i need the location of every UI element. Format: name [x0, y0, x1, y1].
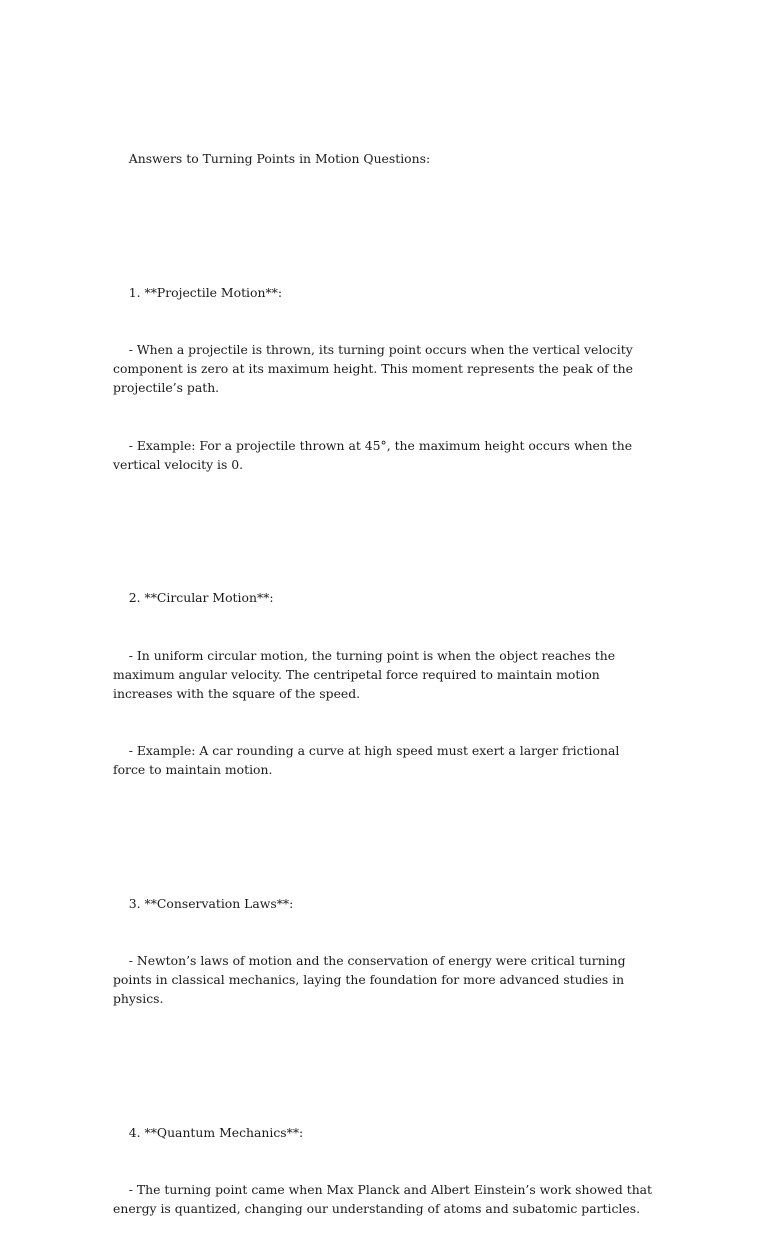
- paragraph-circular-definition: - In uniform circular motion, the turning point is when the object reaches the maximum angular velocity. The centripetal force required to maintain motion increases with the square of the speed.: [113, 647, 620, 701]
- blank-line: [113, 512, 653, 531]
- paragraph-circular-example: - Example: A car rounding a curve at high speed must exert a larger frictional force to maintain motion.: [113, 743, 624, 778]
- section-heading-quantum-mechanics: 4. **Quantum Mechanics**:: [113, 1124, 304, 1140]
- section-heading-conservation-laws: 3. **Conservation Laws**:: [113, 895, 294, 911]
- blank-line: [113, 1047, 653, 1066]
- paragraph-conservation-laws: - Newton’s laws of motion and the conservation of energy were critical turning points in classical mechanics, laying the foundation for more advanced studies in physics.: [113, 953, 630, 1007]
- section-heading-circular-motion: 2. **Circular Motion**:: [113, 590, 274, 606]
- document-title: Answers to Turning Points in Motion Questions:: [113, 151, 431, 167]
- document-body: [113, 111, 656, 1257]
- blank-line: [113, 817, 653, 836]
- section-heading-projectile-motion: 1. **Projectile Motion**:: [113, 284, 283, 300]
- paragraph-projectile-example: - Example: For a projectile thrown at 45°, the maximum height occurs when the vertical velocity is 0.: [113, 437, 637, 472]
- blank-line: [113, 206, 653, 225]
- paragraph-quantum-mechanics: - The turning point came when Max Planck and Albert Einstein’s work showed that energy is quantized, changing our understanding of atoms and subatomic particles.: [113, 1182, 656, 1217]
- paragraph-projectile-definition: - When a projectile is thrown, its turning point occurs when the vertical velocity component is zero at its maximum height. This moment represents the peak of the projectile’s path.: [113, 342, 637, 396]
